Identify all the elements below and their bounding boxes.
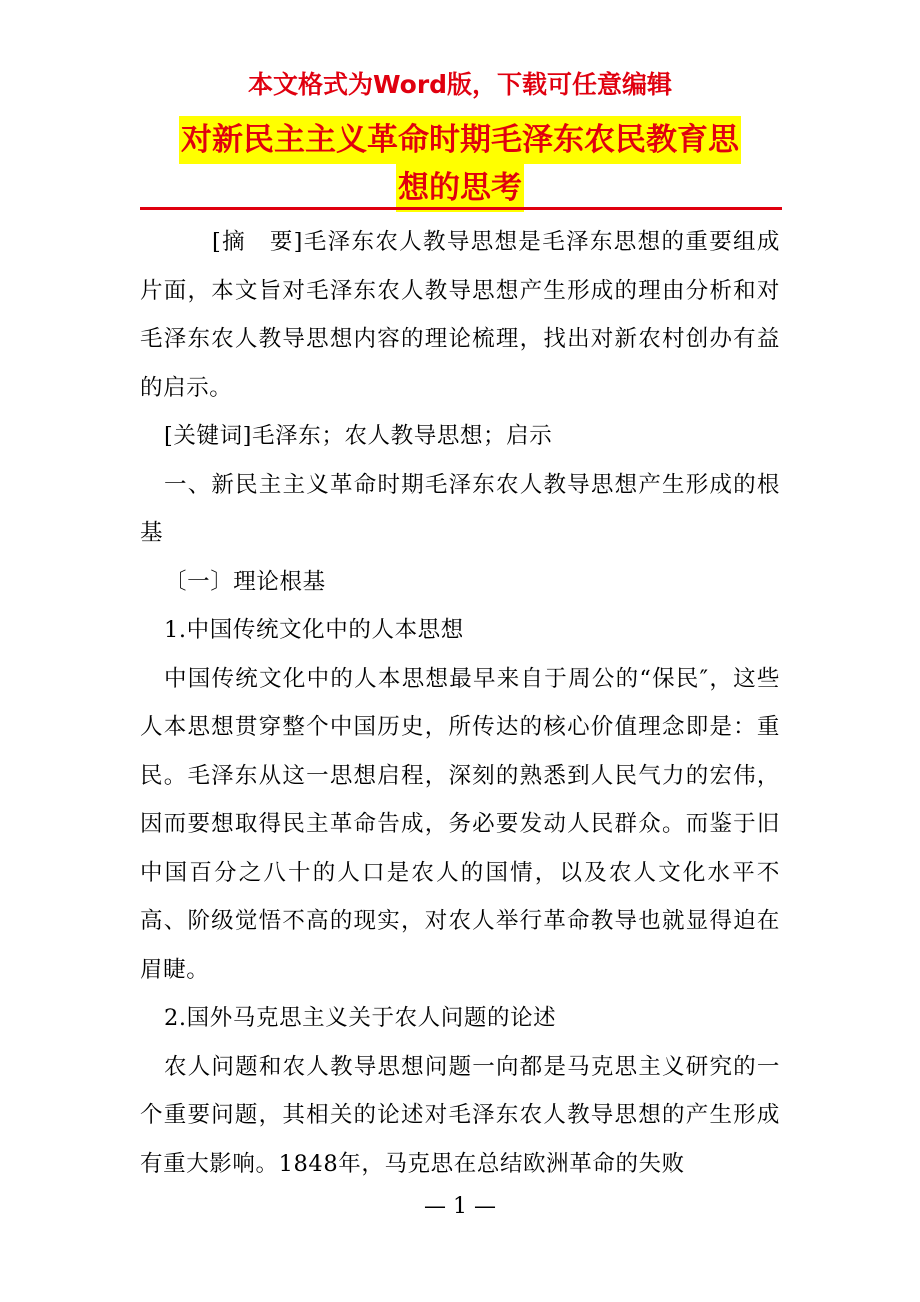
format-notice: 本文格式为Word版，下载可任意编辑 bbox=[247, 70, 673, 99]
document-title bbox=[140, 116, 780, 212]
title-line-2: 想的思考 bbox=[396, 164, 524, 212]
item-heading-2: 2.国外马克思主义关于农人问题的论述 bbox=[164, 1005, 557, 1031]
section-heading-1: 一、新民主主义革命时期毛泽东农人教导思想产生形成的根基 bbox=[140, 471, 780, 546]
title-line-1: 对新民主主义革命时期毛泽东农民教育思 bbox=[179, 116, 741, 164]
subsection-heading-1: 〔一〕理论根基 bbox=[164, 568, 326, 595]
body-paragraph-1: 中国传统文化中的人本思想最早来自于周公的“保民″，这些人本思想贯穿整个中国历史，所传达的核心价值理念即是：重民。毛泽东从这一思想启程，深刻的熟悉到人民气力的宏伟，因而要想取得民主革命告成，务必要发动人民群众。而鉴于旧中国百分之八十的人口是农人的国情，以及农人文化水平不高、阶级觉悟不高的现实，对农人举行革命教导也就显得迫在眉睫。 bbox=[140, 665, 780, 983]
body-paragraph-2: 农人问题和农人教导思想问题一向都是马克思主义研究的一个重要问题，其相关的论述对毛泽东农人教导思想的产生形成有重大影响。1848年，马克思在总结欧洲革命的失败 bbox=[140, 1053, 780, 1177]
item-heading-1: 1.中国传统文化中的人本思想 bbox=[164, 617, 464, 643]
keywords-paragraph: [关键词]毛泽东；农人教导思想；启示 bbox=[164, 423, 553, 449]
document-body bbox=[140, 218, 780, 1188]
abstract-paragraph: [摘 要]毛泽东农人教导思想是毛泽东思想的重要组成片面，本文旨对毛泽东农人教导思想产生形成的理由分析和对毛泽东农人教导思想内容的理论梳理，找出对新农村创办有益的启示。 bbox=[140, 229, 780, 401]
page-number: — 1 — bbox=[424, 1194, 496, 1219]
title-divider bbox=[140, 207, 782, 210]
